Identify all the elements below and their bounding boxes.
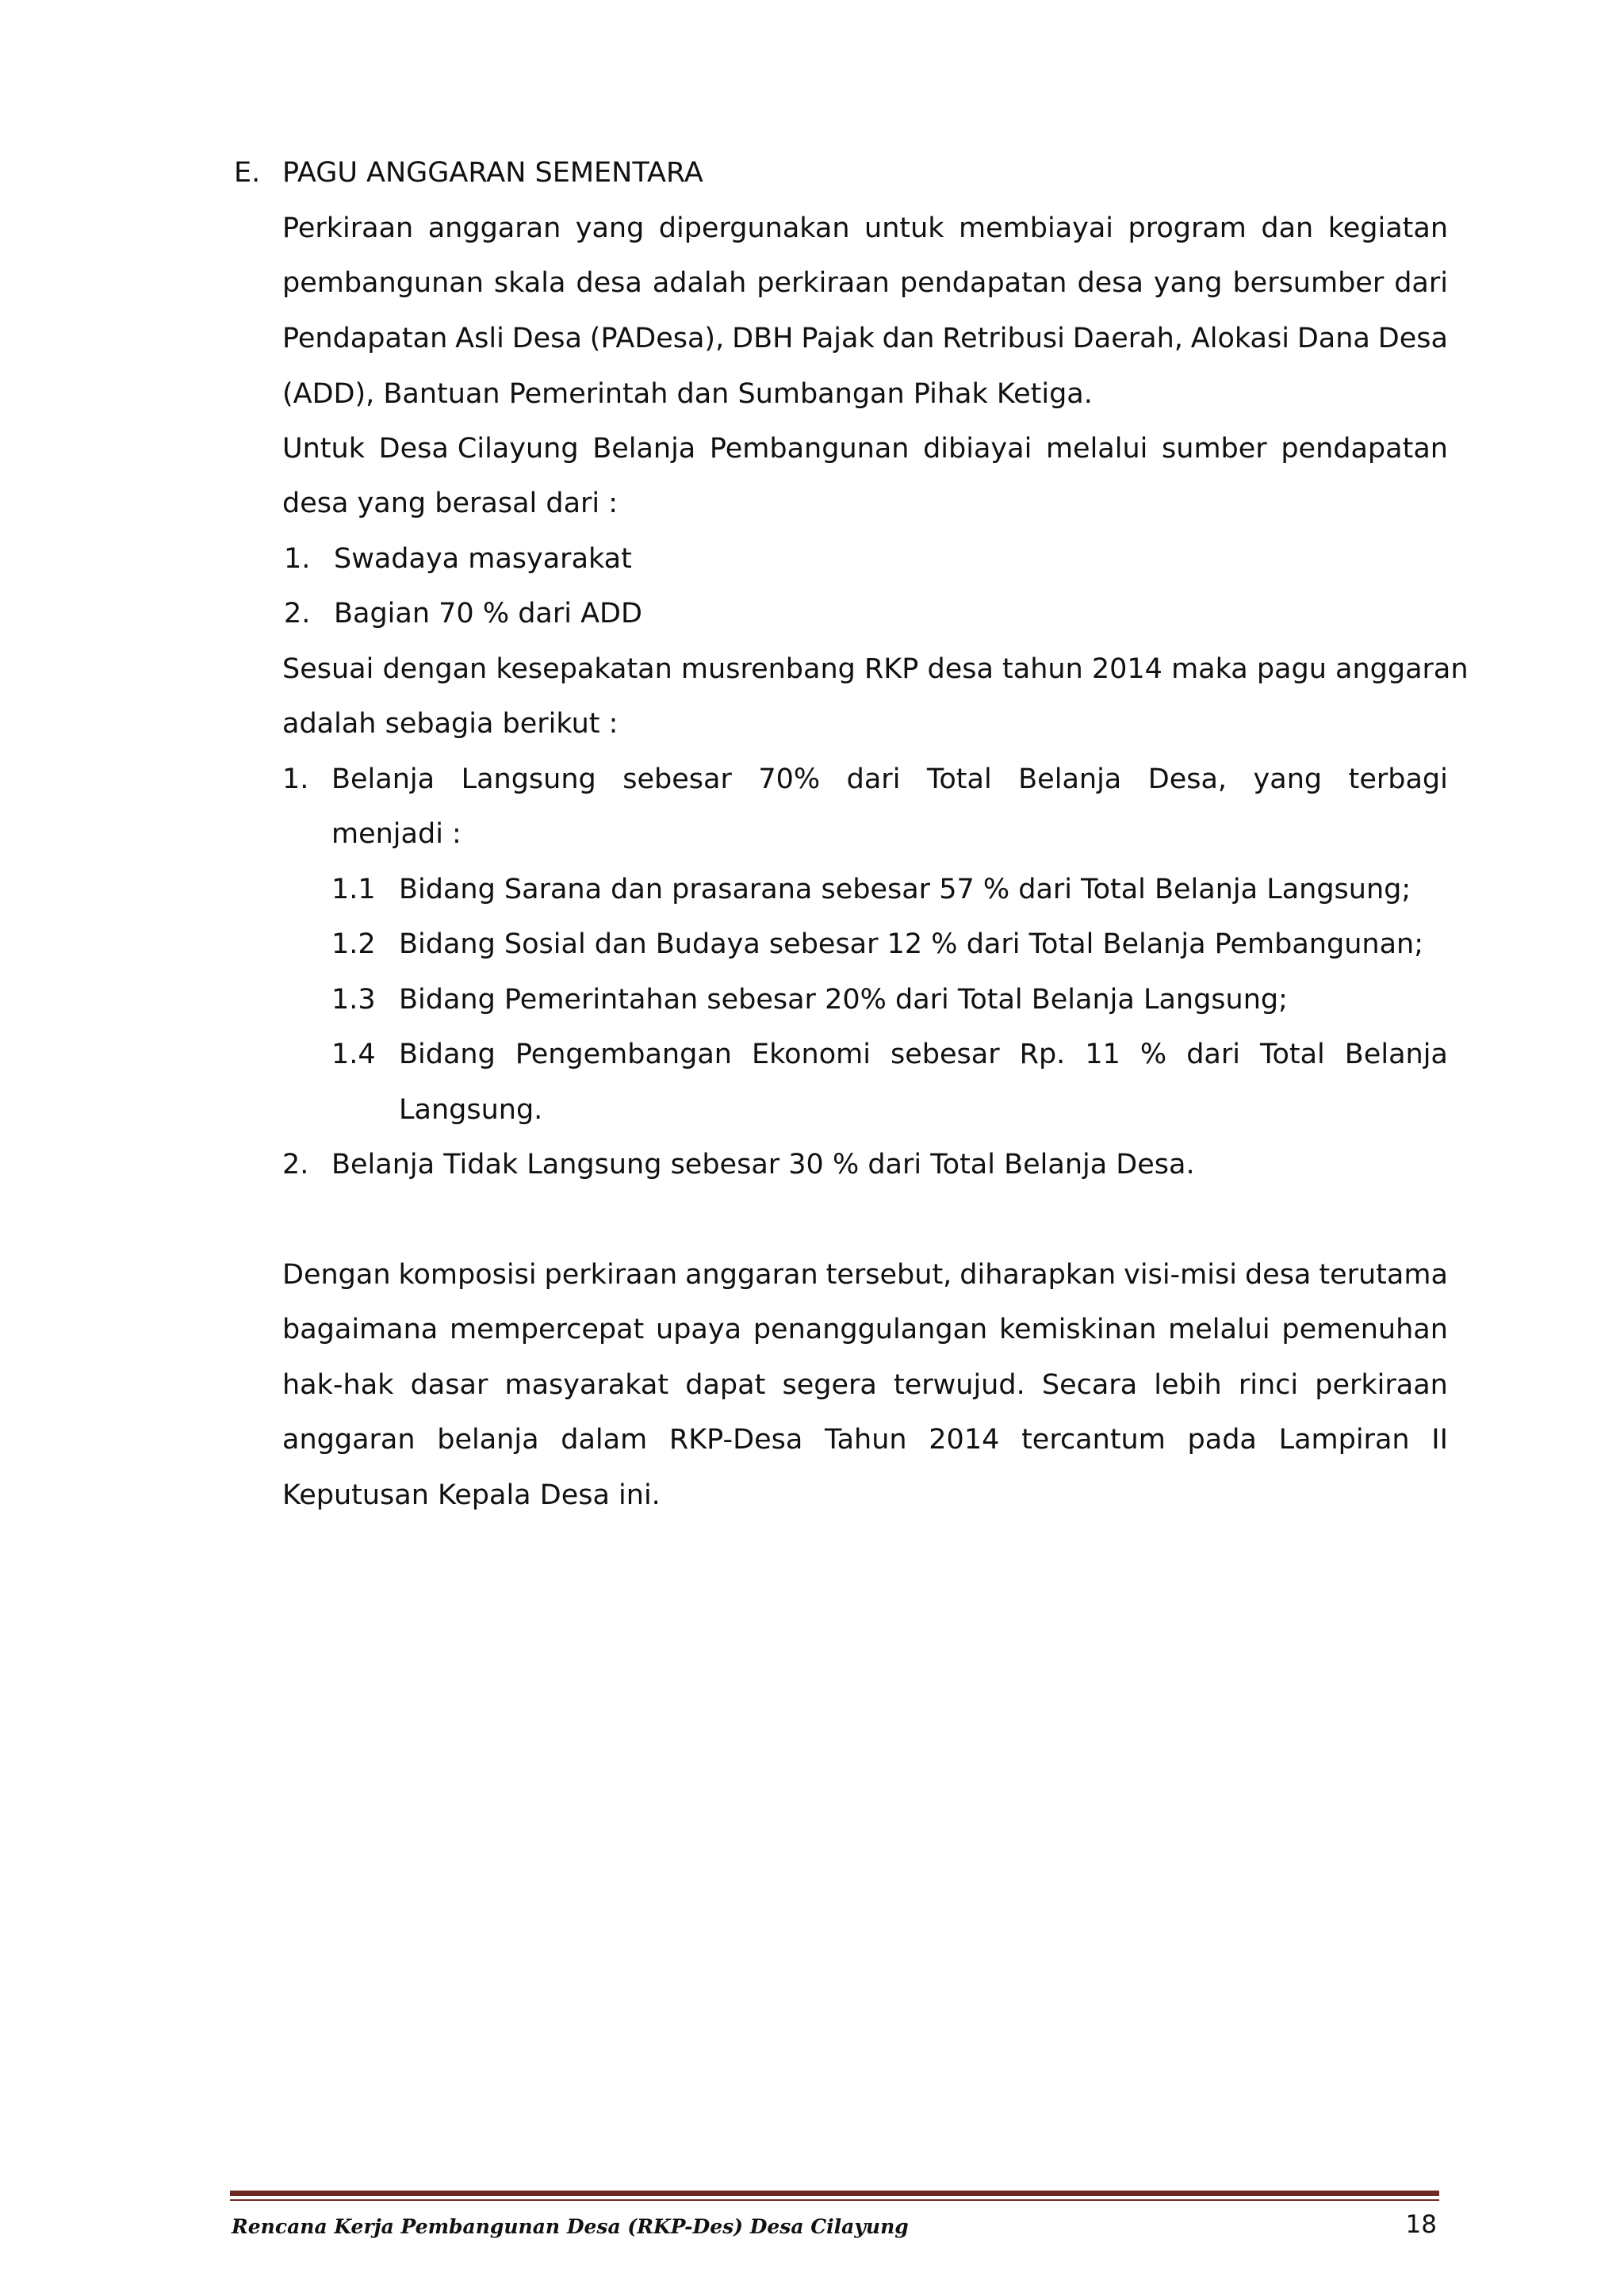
word: Belanja <box>331 763 435 795</box>
word: dari <box>1394 267 1448 299</box>
word: untuk <box>864 212 944 244</box>
sub-number: 1.1 <box>331 874 376 905</box>
page-number: 18 <box>1405 2210 1437 2239</box>
word: masyarakat <box>504 1369 669 1401</box>
source-text: Swadaya masyarakat <box>334 543 632 575</box>
word: anggaran <box>282 1424 416 1456</box>
word: Rp. <box>1019 1039 1066 1070</box>
word: membiayai <box>959 212 1114 244</box>
word: Bidang <box>399 1039 496 1070</box>
source-text: Bagian 70 % dari ADD <box>334 598 642 629</box>
sub-number: 1.3 <box>331 984 376 1016</box>
word: yang <box>575 212 645 244</box>
para3-line-2: adalah sebagia berikut : <box>282 708 619 740</box>
word: yang <box>1153 267 1223 299</box>
word: dipergunakan <box>658 212 850 244</box>
word: terutama <box>1319 1259 1448 1291</box>
word: pembangunan <box>282 267 484 299</box>
word: tersebut, <box>825 1259 952 1291</box>
word: dari <box>846 763 901 795</box>
word: Secara <box>1041 1369 1138 1401</box>
word: Total <box>1260 1039 1325 1070</box>
word: bersumber <box>1232 267 1385 299</box>
word: desa <box>1077 267 1143 299</box>
sub-text: Bidang Sosial dan Budaya sebesar 12 % dari Total Belanja Pembangunan; <box>399 928 1423 960</box>
word: perkiraan <box>1315 1369 1448 1401</box>
word: Total <box>926 763 992 795</box>
para1-line-1 <box>282 211 1448 246</box>
word: yang <box>1253 763 1323 795</box>
word: Pengembangan <box>515 1039 732 1070</box>
word: pendapatan <box>1281 433 1448 465</box>
sub-4-line-1 <box>399 1037 1448 1072</box>
word: (PADesa), <box>589 323 725 354</box>
word: Desa, <box>1147 763 1228 795</box>
word: dalam <box>561 1424 648 1456</box>
para2-line-2: desa yang berasal dari : <box>282 488 619 519</box>
word: segera <box>782 1369 877 1401</box>
word: II <box>1431 1424 1448 1456</box>
word: dasar <box>410 1369 488 1401</box>
belanja-number: 1. <box>282 763 309 795</box>
sub-number: 1.4 <box>331 1039 376 1070</box>
belanja-1-line-2: menjadi : <box>331 818 462 850</box>
word: Belanja <box>592 433 696 465</box>
word: sebesar <box>891 1039 1000 1070</box>
word: RKP-Desa <box>668 1424 803 1456</box>
section-title: PAGU ANGGARAN SEMENTARA <box>282 157 703 189</box>
para3-line-1: Sesuai dengan kesepakatan musrenbang RKP desa tahun 2014 maka pagu anggaran <box>282 653 1469 685</box>
word: Desa <box>511 323 582 354</box>
word: Desa Cilayung <box>378 433 579 465</box>
word: Pembangunan <box>709 433 910 465</box>
word: belanja <box>437 1424 539 1456</box>
para4-line-4 <box>282 1422 1448 1457</box>
word: Desa <box>1377 323 1448 354</box>
para1-line-3 <box>282 321 1448 356</box>
word: desa <box>1244 1259 1312 1291</box>
belanja-2-text: Belanja Tidak Langsung sebesar 30 % dari Total Belanja Desa. <box>331 1149 1195 1181</box>
word: tercantum <box>1021 1424 1166 1456</box>
footer-title: Rencana Kerja Pembangunan Desa (RKP-Des) Desa Cilayung <box>232 2215 909 2238</box>
word: 2014 <box>929 1424 1000 1456</box>
word: dan <box>1261 212 1314 244</box>
word: dibiayai <box>923 433 1032 465</box>
word: terbagi <box>1348 763 1448 795</box>
word: Pajak <box>801 323 875 354</box>
word: rinci <box>1238 1369 1299 1401</box>
word: melalui <box>1168 1314 1270 1345</box>
word: melalui <box>1045 433 1148 465</box>
source-number: 1. <box>284 543 311 575</box>
word: sumber <box>1162 433 1267 465</box>
source-number: 2. <box>284 598 311 629</box>
para4-line-2 <box>282 1312 1448 1347</box>
word: Dengan <box>282 1259 391 1291</box>
para1-line-2 <box>282 266 1448 300</box>
word: hak-hak <box>282 1369 394 1401</box>
footer-rule-thin <box>230 2199 1439 2201</box>
word: penanggulangan <box>753 1314 988 1345</box>
word: upaya <box>656 1314 742 1345</box>
word: kegiatan <box>1327 212 1448 244</box>
para2-line-1 <box>282 431 1448 466</box>
word: diharapkan <box>959 1259 1116 1291</box>
word: dapat <box>685 1369 766 1401</box>
sub-text: Bidang Pemerintahan sebesar 20% dari Total Belanja Langsung; <box>399 984 1288 1016</box>
word: komposisi <box>398 1259 537 1291</box>
word: DBH <box>732 323 794 354</box>
word: Pendapatan <box>282 323 448 354</box>
word: 11 <box>1085 1039 1120 1070</box>
word: perkiraan <box>544 1259 678 1291</box>
word: sebesar <box>622 763 732 795</box>
word: desa <box>576 267 642 299</box>
word: pada <box>1187 1424 1257 1456</box>
word: Daerah, <box>1072 323 1183 354</box>
word: program <box>1128 212 1247 244</box>
para4-line-5: Keputusan Kepala Desa ini. <box>282 1479 661 1511</box>
sub-4-line-2: Langsung. <box>399 1094 543 1126</box>
word: Retribusi <box>942 323 1065 354</box>
word: Langsung <box>461 763 596 795</box>
word: pemenuhan <box>1281 1314 1448 1345</box>
word: anggaran <box>427 212 561 244</box>
word: adalah <box>652 267 747 299</box>
word: Alokasi <box>1190 323 1289 354</box>
word: Ekonomi <box>752 1039 871 1070</box>
word: Untuk <box>282 433 365 465</box>
word: lebih <box>1154 1369 1222 1401</box>
word: Belanja <box>1344 1039 1448 1070</box>
word: skala <box>493 267 566 299</box>
footer-rule <box>230 2191 1439 2196</box>
word: visi-misi <box>1124 1259 1237 1291</box>
section-letter: E. <box>234 157 261 189</box>
word: Lampiran <box>1278 1424 1410 1456</box>
word: dari <box>1186 1039 1240 1070</box>
word: % <box>1139 1039 1167 1070</box>
word: Asli <box>455 323 504 354</box>
word: anggaran <box>685 1259 818 1291</box>
word: kemiskinan <box>998 1314 1157 1345</box>
word: bagaimana <box>282 1314 439 1345</box>
word: Dana <box>1297 323 1370 354</box>
belanja-1-line-1 <box>331 762 1448 797</box>
sub-text: Bidang Sarana dan prasarana sebesar 57 % dari Total Belanja Langsung; <box>399 874 1411 905</box>
para4-line-1 <box>282 1257 1448 1292</box>
para4-line-3 <box>282 1368 1448 1402</box>
word: Perkiraan <box>282 212 414 244</box>
word: pendapatan <box>899 267 1067 299</box>
word: perkiraan <box>756 267 890 299</box>
word: mempercepat <box>450 1314 645 1345</box>
para1-line-4: (ADD), Bantuan Pemerintah dan Sumbangan Pihak Ketiga. <box>282 378 1093 410</box>
word: 70% <box>758 763 821 795</box>
belanja-number: 2. <box>282 1149 309 1181</box>
word: Belanja <box>1018 763 1122 795</box>
word: terwujud. <box>894 1369 1025 1401</box>
word: Tahun <box>824 1424 907 1456</box>
sub-number: 1.2 <box>331 928 376 960</box>
word: dan <box>882 323 935 354</box>
